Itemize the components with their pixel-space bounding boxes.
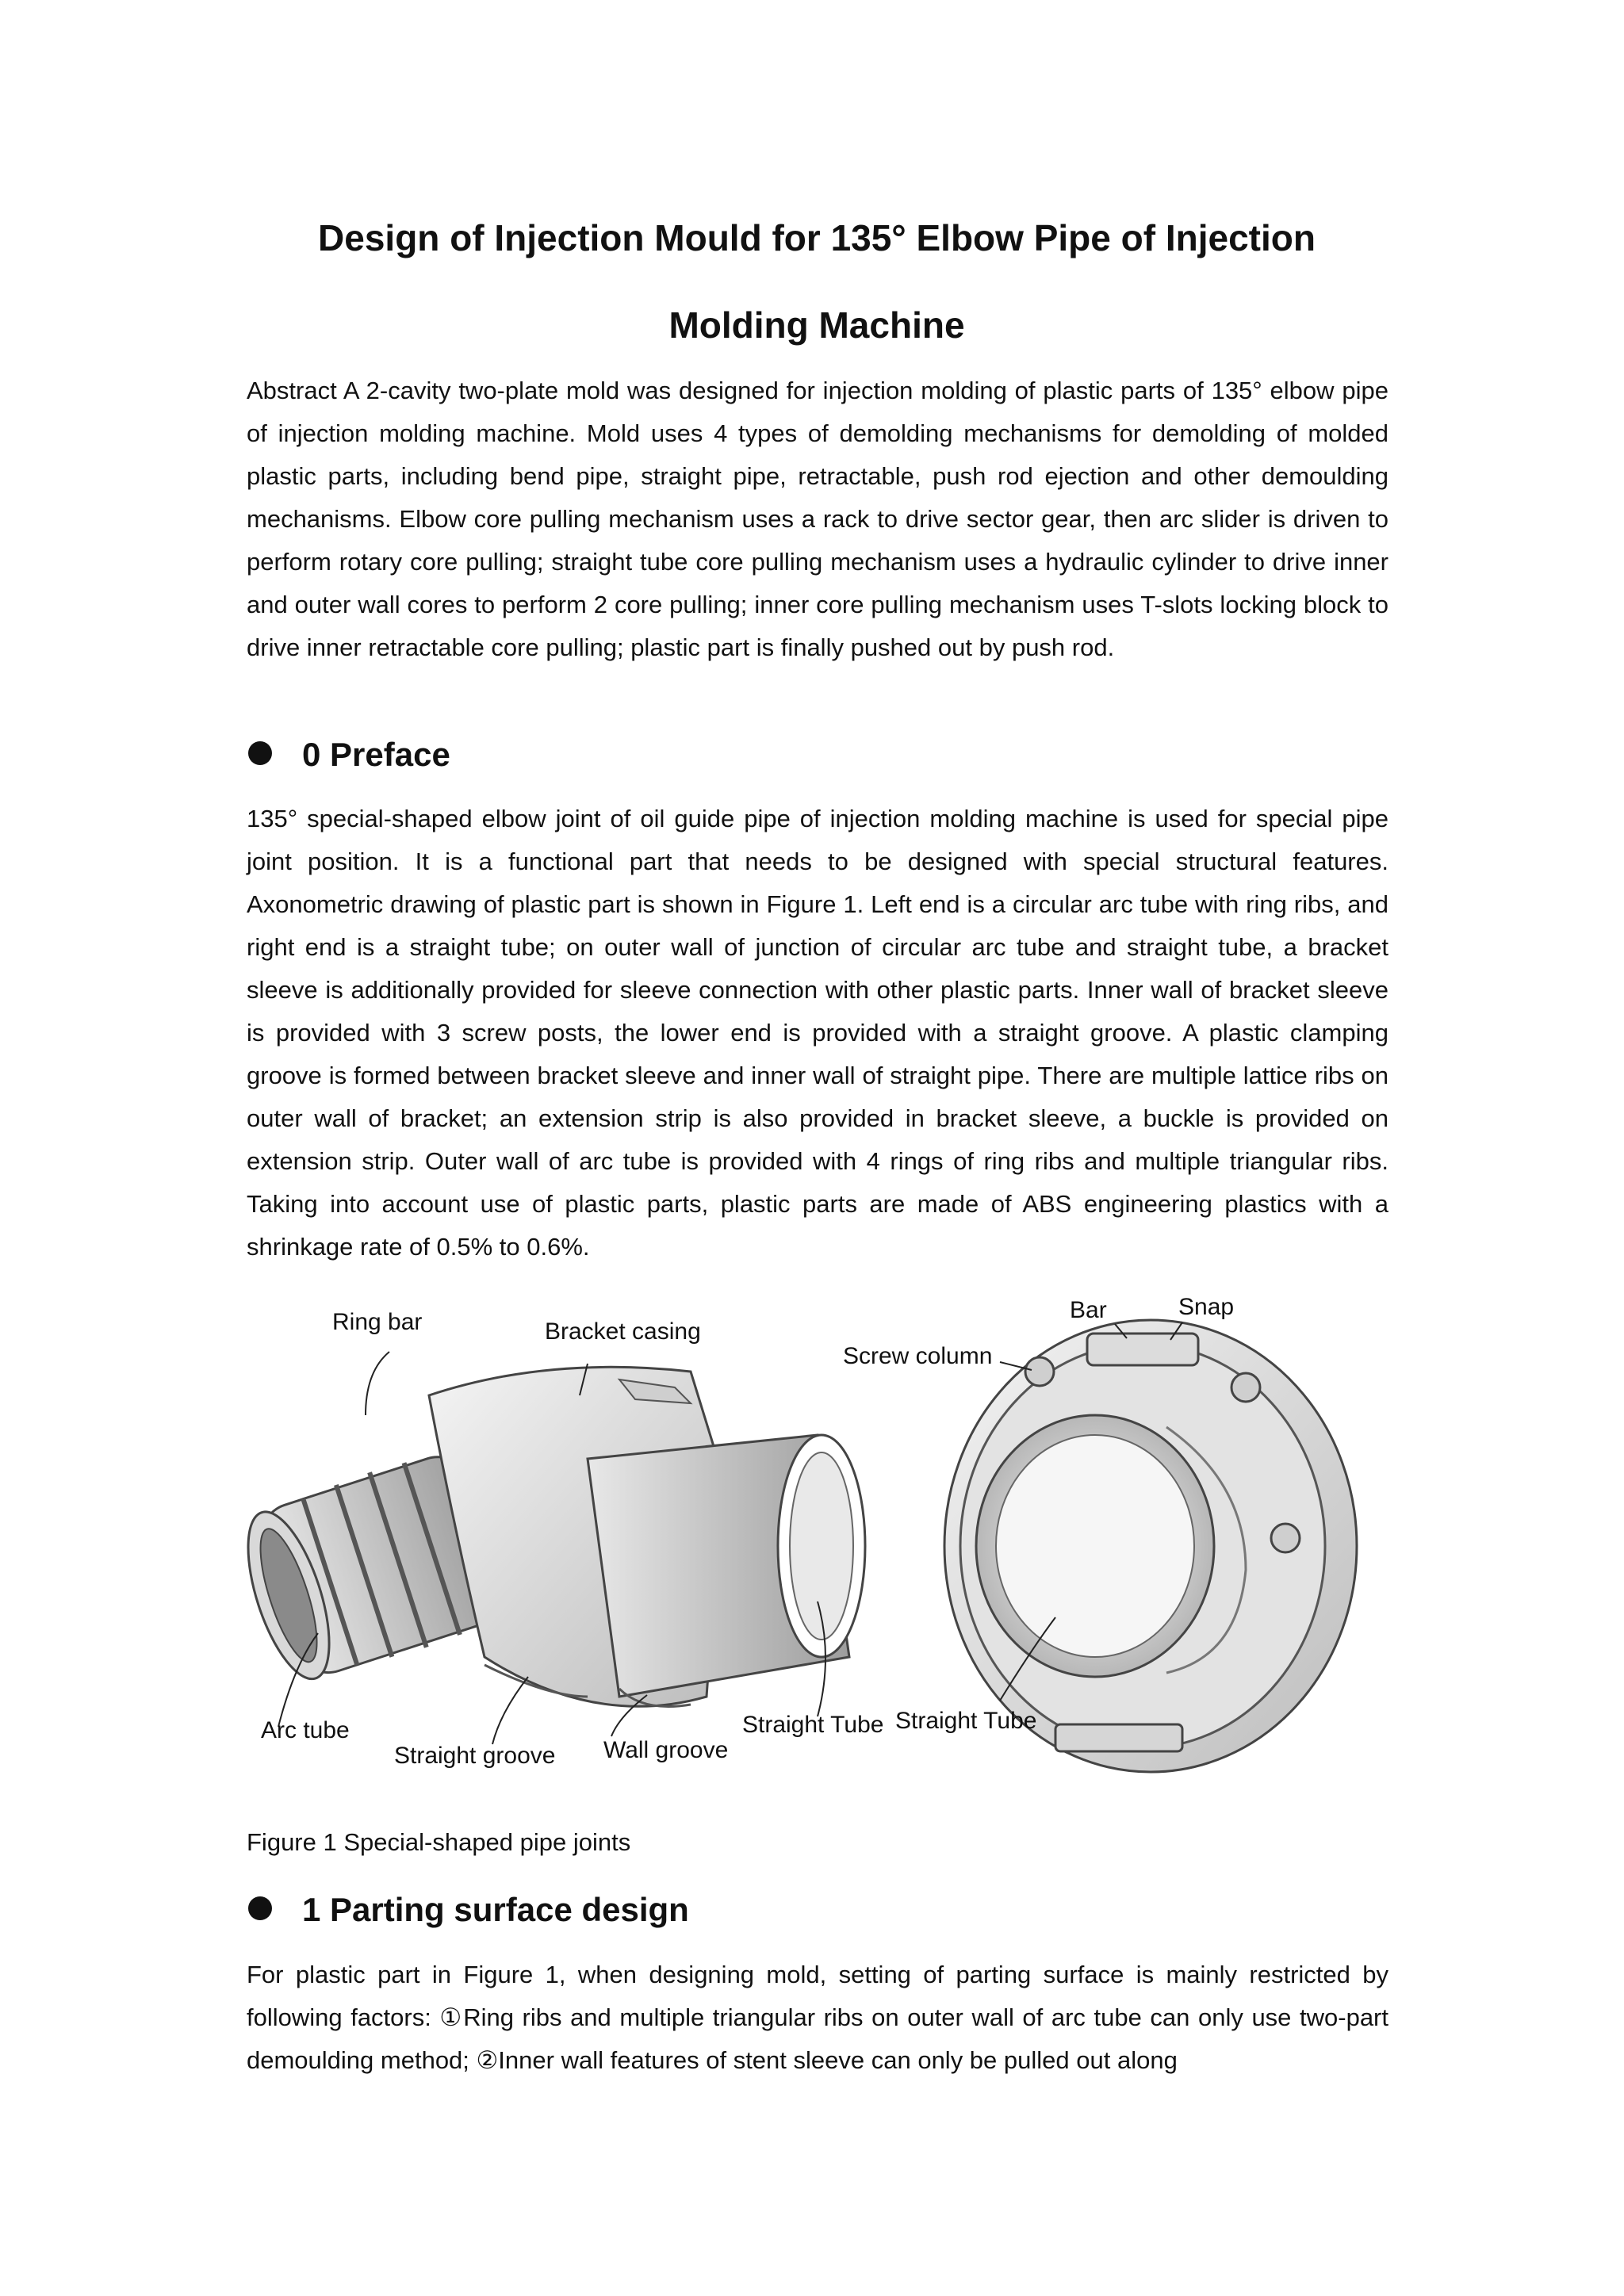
section-1-heading-text: 1 Parting surface design (302, 1891, 689, 1928)
label-straight-tube-right: Straight Tube (895, 1708, 1037, 1734)
bullet-icon (248, 1896, 272, 1920)
label-ring-bar: Ring bar (332, 1309, 423, 1335)
bullet-icon (248, 741, 272, 765)
right-joint-drawing (944, 1320, 1357, 1772)
section-0-heading-text: 0 Preface (302, 736, 450, 773)
left-elbow-drawing (247, 1352, 865, 1744)
section-1-heading (247, 1888, 689, 1932)
title-line-1: Design of Injection Mould for 135° Elbow Pipe of Injection (318, 217, 1316, 258)
label-straight-groove: Straight groove (394, 1743, 556, 1769)
label-bar: Bar (1070, 1297, 1107, 1323)
figure-1-illustration (247, 1284, 1388, 1792)
label-bracket-casing: Bracket casing (545, 1318, 701, 1345)
label-screw-column: Screw column (843, 1343, 993, 1369)
title-line-2: Molding Machine (668, 304, 965, 346)
figure-1-caption: Figure 1 Special-shaped pipe joints (247, 1828, 631, 1856)
section-1-body: For plastic part in Figure 1, when designing mold, setting of parting surface is mainly restricted by following factors: ①Ring ribs and multiple triangular ribs on outer wall of arc tube can only use two-part demoulding method; ②Inner wall features of stent sleeve can only be pulled out along (247, 1961, 1388, 2074)
label-snap: Snap (1178, 1294, 1235, 1320)
section-0-heading (247, 733, 450, 777)
label-wall-groove: Wall groove (603, 1737, 729, 1763)
label-arc-tube: Arc tube (261, 1717, 350, 1743)
section-0-body: 135° special-shaped elbow joint of oil guide pipe of injection molding machine is used for special pipe joint position. It is a functional part that needs to be designed with special structural features. Axonometric drawing of plastic part is shown in Figure 1. Left end is a circular arc tube with ring ribs, and right end is a straight tube; on outer wall of junction of circular arc tube and straight tube, a bracket sleeve is additionally provided for sleeve connection with other plastic parts. Inner wall of bracket sleeve is provided with 3 screw posts, the lower end is provided with a straight groove. A plastic clamping groove is formed between bracket sleeve and inner wall of straight pipe. There are multiple lattice ribs on outer wall of bracket; an extension strip is also provided in bracket sleeve, a buckle is provided on extension strip. Outer wall of arc tube is provided with 4 rings of ring ribs and multiple triangular ribs. Taking into account use of plastic parts, plastic parts are made of ABS engineering plastics with a shrinkage rate of 0.5% to 0.6%. (247, 805, 1388, 1261)
abstract-paragraph: Abstract A 2-cavity two-plate mold was designed for injection molding of plastic parts of 135° elbow pipe of injection molding machine. Mold uses 4 types of demolding mechanisms for demolding of molded plastic parts, including bend pipe, straight pipe, retractable, push rod ejection and other demoulding mechanisms. Elbow core pulling mechanism uses a rack to drive sector gear, then arc slider is driven to perform rotary core pulling; straight tube core pulling mechanism uses a hydraulic cylinder to drive inner and outer wall cores to perform 2 core pulling; inner core pulling mechanism uses T-slots locking block to drive inner retractable core pulling; plastic part is finally pushed out by push rod. (247, 377, 1388, 661)
label-straight-tube-left: Straight Tube (742, 1712, 884, 1738)
